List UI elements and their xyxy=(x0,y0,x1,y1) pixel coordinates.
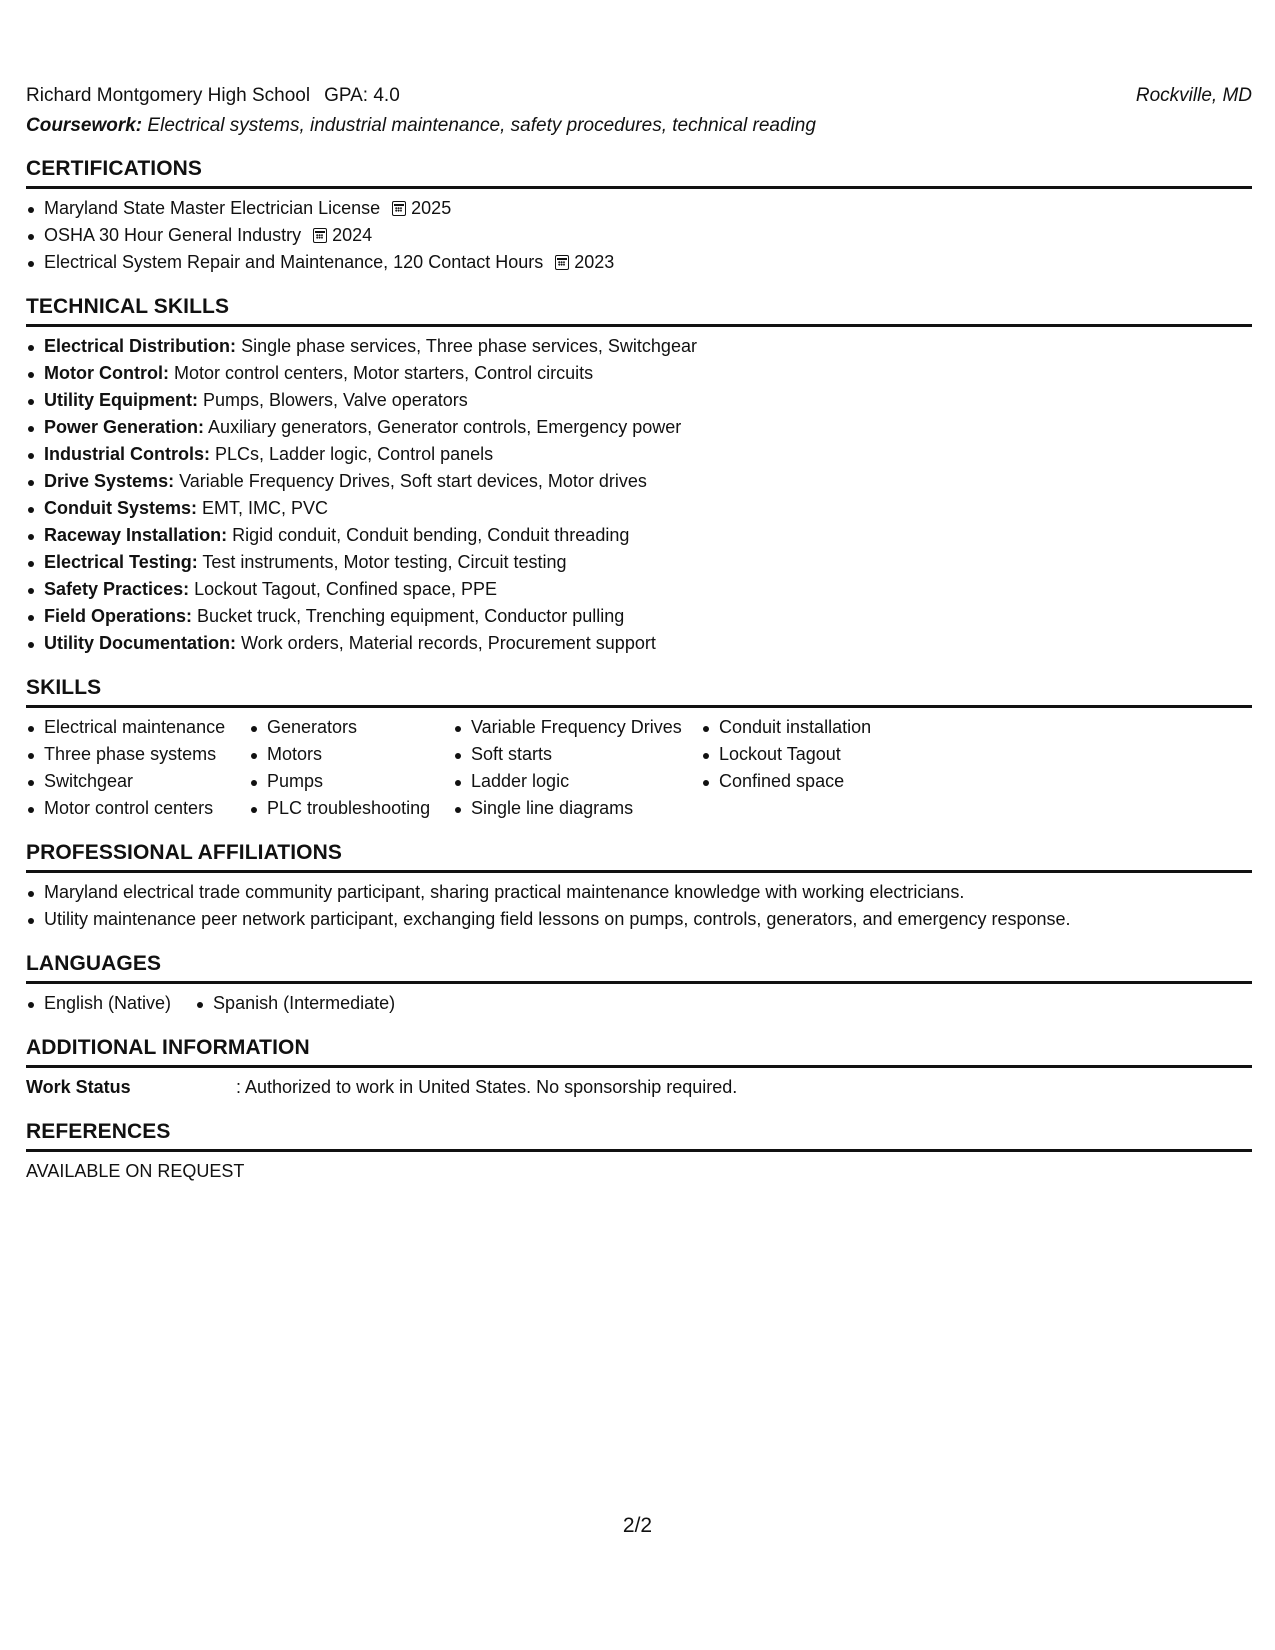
skills-column xyxy=(701,714,939,822)
skill-detail: Motor control centers, Motor starters, Control circuits xyxy=(173,363,594,383)
skills-grid xyxy=(26,714,1252,822)
technical-skill-item xyxy=(44,603,1252,630)
coursework-label: Coursework: xyxy=(26,115,143,136)
skill-item: Single line diagrams xyxy=(471,795,701,822)
skill-category: Raceway Installation: xyxy=(44,525,228,545)
technical-skill-item xyxy=(44,495,1252,522)
affiliations-heading: PROFESSIONAL AFFILIATIONS xyxy=(26,840,1252,873)
skill-detail: Lockout Tagout, Confined space, PPE xyxy=(194,579,497,599)
gpa: GPA: 4.0 xyxy=(324,85,400,106)
skill-category: Utility Equipment: xyxy=(44,390,198,410)
technical-skills-heading: TECHNICAL SKILLS xyxy=(26,294,1252,327)
skill-category: Electrical Distribution: xyxy=(44,336,237,356)
certification-name: Maryland State Master Electrician License xyxy=(44,198,381,218)
education-left xyxy=(26,84,400,108)
skill-item: Electrical maintenance xyxy=(44,714,249,741)
resume-page xyxy=(26,84,1252,1185)
technical-skill-item xyxy=(44,333,1252,360)
skill-detail: Auxiliary generators, Generator controls, Emergency power xyxy=(208,417,682,437)
education-row xyxy=(26,84,1252,108)
technical-skill-item xyxy=(44,441,1252,468)
skill-detail: Pumps, Blowers, Valve operators xyxy=(203,390,468,410)
certification-year: 2024 xyxy=(332,225,373,245)
references-heading: REFERENCES xyxy=(26,1119,1252,1152)
skill-item: PLC troubleshooting xyxy=(267,795,453,822)
skills-column xyxy=(249,714,453,822)
skill-detail: Bucket truck, Trenching equipment, Conductor pulling xyxy=(197,606,625,626)
skill-item: Lockout Tagout xyxy=(719,741,939,768)
certification-item xyxy=(44,249,1252,276)
skill-item: Three phase systems xyxy=(44,741,249,768)
affiliation-item: Utility maintenance peer network participant, exchanging field lessons on pumps, controls, generators, and emergency response. xyxy=(44,906,1252,933)
additional-info-heading: ADDITIONAL INFORMATION xyxy=(26,1035,1252,1068)
work-status-value: : Authorized to work in United States. No sponsorship required. xyxy=(236,1077,738,1097)
certification-name: Electrical System Repair and Maintenance, 120 Contact Hours xyxy=(44,252,544,272)
education-location: Rockville, MD xyxy=(1135,85,1252,106)
skill-category: Electrical Testing: xyxy=(44,552,198,572)
skill-item: Soft starts xyxy=(471,741,701,768)
skill-category: Conduit Systems: xyxy=(44,498,198,518)
technical-skill-item xyxy=(44,576,1252,603)
skill-detail: Rigid conduit, Conduit bending, Conduit threading xyxy=(232,525,630,545)
affiliations-list xyxy=(26,879,1252,933)
certifications-list xyxy=(26,195,1252,276)
certification-item xyxy=(44,222,1252,249)
skill-category: Utility Documentation: xyxy=(44,633,236,653)
skill-item: Motor control centers xyxy=(44,795,249,822)
page-number: 2/2 xyxy=(622,1514,653,1537)
language-item: English (Native) xyxy=(44,990,171,1017)
skill-item: Ladder logic xyxy=(471,768,701,795)
work-status-row xyxy=(26,1074,1252,1101)
skill-category: Safety Practices: xyxy=(44,579,190,599)
skill-detail: Variable Frequency Drives, Soft start devices, Motor drives xyxy=(179,471,647,491)
skill-category: Power Generation: xyxy=(44,417,205,437)
technical-skills-list xyxy=(26,333,1252,657)
skill-detail: Test instruments, Motor testing, Circuit testing xyxy=(202,552,567,572)
languages-heading: LANGUAGES xyxy=(26,951,1252,984)
skill-item: Conduit installation xyxy=(719,714,939,741)
certification-year: 2023 xyxy=(574,252,615,272)
technical-skill-item xyxy=(44,522,1252,549)
technical-skill-item xyxy=(44,414,1252,441)
certification-item xyxy=(44,195,1252,222)
technical-skill-item xyxy=(44,549,1252,576)
skill-detail: Single phase services, Three phase services, Switchgear xyxy=(241,336,697,356)
skill-item: Generators xyxy=(267,714,453,741)
skill-category: Field Operations: xyxy=(44,606,193,626)
calendar-icon xyxy=(392,201,406,216)
calendar-icon xyxy=(555,255,569,270)
skill-category: Drive Systems: xyxy=(44,471,175,491)
skill-item: Variable Frequency Drives xyxy=(471,714,701,741)
skill-category: Motor Control: xyxy=(44,363,169,383)
skill-detail: EMT, IMC, PVC xyxy=(202,498,329,518)
skills-column xyxy=(26,714,249,822)
skill-item: Pumps xyxy=(267,768,453,795)
certification-year: 2025 xyxy=(411,198,452,218)
technical-skill-item xyxy=(44,630,1252,657)
languages-list xyxy=(26,990,1252,1017)
work-status-label: Work Status xyxy=(26,1077,131,1097)
skills-column xyxy=(453,714,701,822)
language-item: Spanish (Intermediate) xyxy=(213,990,395,1017)
certifications-heading: CERTIFICATIONS xyxy=(26,156,1252,189)
skills-heading: SKILLS xyxy=(26,675,1252,708)
skill-item: Confined space xyxy=(719,768,939,795)
certification-name: OSHA 30 Hour General Industry xyxy=(44,225,302,245)
skill-item: Switchgear xyxy=(44,768,249,795)
skill-detail: PLCs, Ladder logic, Control panels xyxy=(215,444,494,464)
technical-skill-item xyxy=(44,387,1252,414)
technical-skill-item xyxy=(44,360,1252,387)
calendar-icon xyxy=(313,228,327,243)
affiliation-item: Maryland electrical trade community participant, sharing practical maintenance knowledge with working electricians. xyxy=(44,879,1252,906)
coursework-text: Electrical systems, industrial maintenance, safety procedures, technical reading xyxy=(147,115,816,136)
skill-category: Industrial Controls: xyxy=(44,444,210,464)
technical-skill-item xyxy=(44,468,1252,495)
skill-item: Motors xyxy=(267,741,453,768)
coursework xyxy=(26,114,1252,138)
skill-detail: Work orders, Material records, Procurement support xyxy=(241,633,656,653)
school-name: Richard Montgomery High School xyxy=(26,85,311,106)
references-text: AVAILABLE ON REQUEST xyxy=(26,1161,245,1181)
